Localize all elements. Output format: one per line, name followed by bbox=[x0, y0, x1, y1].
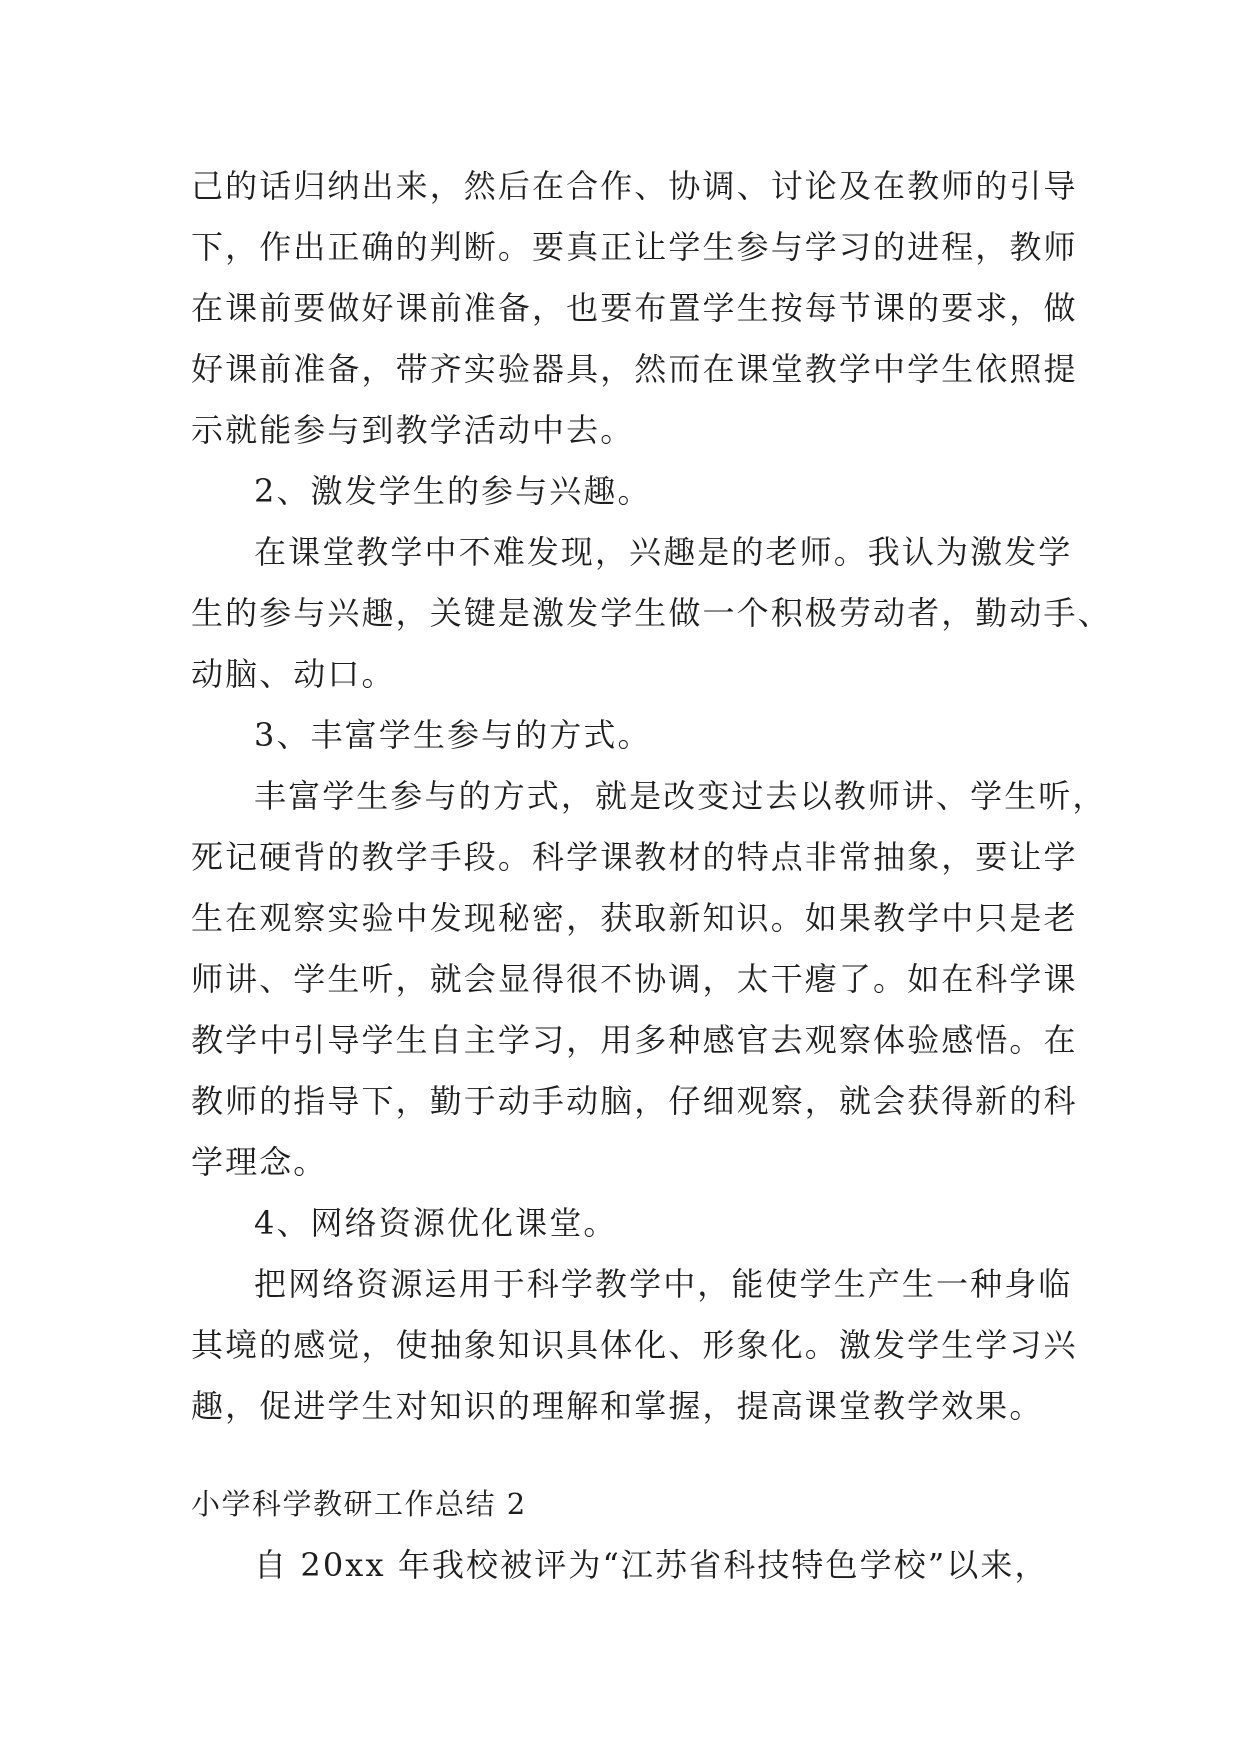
paragraph-line: 好课前准备，带齐实验器具，然而在课堂教学中学生依照提 bbox=[191, 350, 1078, 388]
paragraph-line: 自 20xx 年我校被评为“江苏省科技特色学校”以来， bbox=[254, 1546, 1049, 1584]
paragraph-line: 生的参与兴趣，关键是激发学生做一个积极劳动者，勤动手、 bbox=[191, 594, 1112, 632]
section-spacer bbox=[191, 1437, 1051, 1474]
paragraph-line: 死记硬背的教学手段。科学课教材的特点非常抽象，要让学 bbox=[191, 838, 1078, 876]
paragraph-line: 其境的感觉，使抽象知识具体化、形象化。激发学生学习兴 bbox=[191, 1326, 1078, 1364]
paragraph-line: 己的话归纳出来，然后在合作、协调、讨论及在教师的引导 bbox=[191, 167, 1078, 205]
paragraph-line: 动脑、动口。 bbox=[191, 655, 396, 693]
paragraph-line: 教师的指导下，勤于动手动脑，仔细观察，就会获得新的科 bbox=[191, 1082, 1078, 1120]
subheading-4: 4、网络资源优化课堂。 bbox=[254, 1204, 618, 1242]
subheading-2: 2、激发学生的参与兴趣。 bbox=[254, 472, 652, 510]
section-title: 小学科学教研工作总结 2 bbox=[191, 1487, 527, 1521]
paragraph-line: 师讲、学生听，就会显得很不协调，太干瘪了。如在科学课 bbox=[191, 960, 1078, 998]
paragraph-line: 下，作出正确的判断。要真正让学生参与学习的进程，教师 bbox=[191, 228, 1078, 266]
subheading-3: 3、丰富学生参与的方式。 bbox=[254, 716, 652, 754]
paragraph-line: 教学中引导学生自主学习，用多种感官去观察体验感悟。在 bbox=[191, 1021, 1078, 1059]
paragraph-line: 生在观察实验中发现秘密，获取新知识。如果教学中只是老 bbox=[191, 899, 1078, 937]
paragraph-line: 学理念。 bbox=[191, 1143, 328, 1181]
paragraph-line: 丰富学生参与的方式，就是改变过去以教师讲、学生听， bbox=[254, 777, 1107, 815]
paragraph-line: 在课堂教学中不难发现，兴趣是的老师。我认为激发学 bbox=[254, 533, 1073, 571]
document-body bbox=[191, 156, 1112, 1596]
paragraph-line: 趣，促进学生对知识的理解和掌握，提高课堂教学效果。 bbox=[191, 1387, 1044, 1425]
paragraph-line: 示就能参与到教学活动中去。 bbox=[191, 411, 635, 449]
paragraph-line: 在课前要做好课前准备，也要布置学生按每节课的要求，做 bbox=[191, 289, 1078, 327]
paragraph-line: 把网络资源运用于科学教学中，能使学生产生一种身临 bbox=[254, 1265, 1073, 1303]
